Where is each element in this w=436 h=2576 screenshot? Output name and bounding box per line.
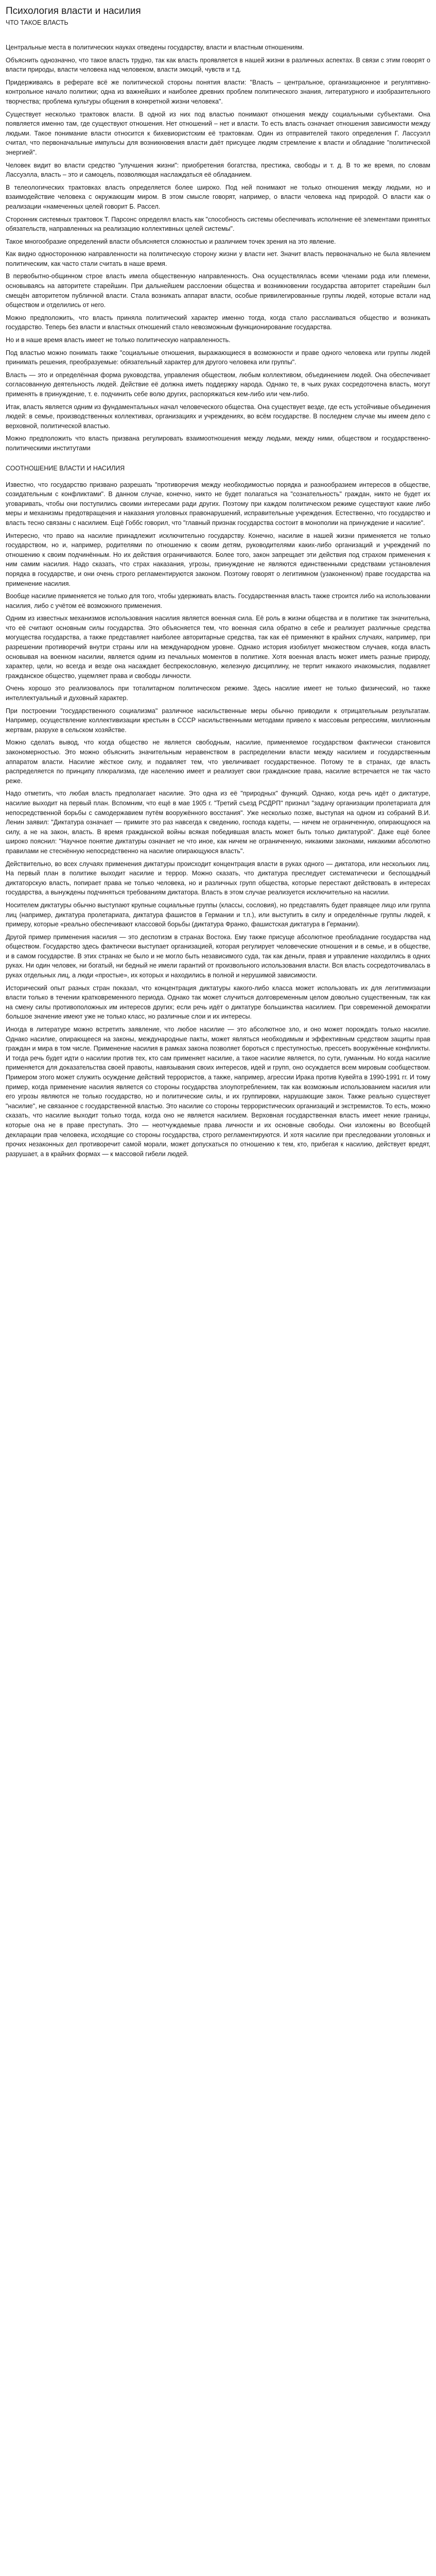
paragraph: Объяснить однозначно, что такое власть трудно, так как власть проявляется в нашей жизни в различных аспектах. В связи с этим говорят о власти природы, власти человека над человеком, власти эмоций, чувств и т.д. xyxy=(6,56,430,74)
document-page xyxy=(0,0,436,1168)
paragraph: Власть — это и определённая форма руководства, управления обществом, любым коллективом, объединением людей. Она обеспечивает согласованную деятельность людей. Действие её должна иметь поддержку народа. Однако те, в чьих руках сосредоточена власть, могут применять в принуждение, т. е. подчинить себе волю других, распоряжаться кем-либо или чем-либо. xyxy=(6,371,430,398)
paragraph: Можно предположить что власть призвана регулировать взаимоотношения между людьми, между ними, обществом и государственно-политическими институтами xyxy=(6,435,430,452)
section-what-is-power xyxy=(6,43,430,453)
section-power-and-violence xyxy=(6,480,430,1159)
paragraph: Вообще насилие применяется не только для того, чтобы удерживать власть. Государственная власть также строится либо на использовании насилия, либо с учётом её возможного применения. xyxy=(6,592,430,609)
paragraph: Но и в наше время власть имеет не только политическую направленность. xyxy=(6,336,231,344)
paragraph: Можно предположить, что власть приняла политический характер именно тогда, когда стало расслаиваться общество и возникать государство. Теперь без власти и властных отношений стало невозможным функционирование государства. xyxy=(6,314,430,331)
section-heading-power-and-violence: СООТНОШЕНИЕ ВЛАСТИ И НАСИЛИЯ xyxy=(6,464,125,472)
paragraph: Можно сделать вывод, что когда общество не является свободным, насилие, применяемое государством фактически становится закономерностью. Это можно объяснить значительным неравенством в распределении власти между насилием и государственным аппаратом власти. Насилие жёсткое силу, и подавляет тем, что увеличивает государственное. Потому те в странах, где власть распределяется по принципу плюрализма, где населению имеет и реализует свои гражданские права, насилие встречается не так часто реже. xyxy=(6,739,430,785)
paragraph: Известно, что государство призвано разрешать "противоречия между необходимостью порядка и разнообразием интересов в обществе, созидательным с конфликтами". В данном случае, конечно, никто не будет полагаться на "сознательность" граждан, никто не будет их уговаривать, чтобы они поступились своими интересами ради других. Поэтому при каждом политическом режиме существуют какие либо меры и механизмы предотвращения и наказания уголовных правонарушений, исправительные учреждения. Естественно, что государство и власть тесно связаны с насилием. Ещё Гоббс говорил, что "главный признак государства состоит в монополии на принуждение и насилие". xyxy=(6,481,430,527)
paragraph: Человек видит во власти средство "улучшения жизни": приобретения богатства, престижа, свободы и т. д. В то же время, по словам Лассуэлла, власть – это и самоцель, позволяющая наслаждаться её обладанием. xyxy=(6,161,430,179)
paragraph: Исторический опыт разных стран показал, что концентрация диктатуры какого-либо класса может использовать их для легитимизации власти только в течении кратковременного периода. Однако так может случиться долговременным целом довольно существенным, так как на смену силы противоположных им интересов других; если речь идёт о диктатуре большинства насилием. При современной демократии большое значение имеют уже не только класс, но различные слои и их интересы. xyxy=(6,984,430,1021)
paragraph: Как видно одностороннюю направленности на политическую сторону жизни у власти нет. Значит власть первоначально не была явлением политическим, как часто стали считать в наше время. xyxy=(6,250,430,267)
paragraph: Надо отметить, что любая власть предполагает насилие. Это одна из её "природных" функций. Однако, когда речь идёт о диктатуре, насилие выходит на первый план. Вспомним, что ещё в мае 1905 г. "Третий съезд РСДРП" признал "задачу организации пролетариата для непосредственной борьбы с самодержавием путём вооружённого восстания". Уже несколько позже, выступая на одном из собраний В.И. Ленин заявил: "Диктатура означает — примите это раз навсегда к сведению, господа кадеты, — ничем не ограниченную, опирающуюся на силу, а не на закон, власть. В время гражданской войны всякая победившая власть может быть только диктатурой". Даже ещё более широко пояснил: "Научное понятие диктатуры означает не что иное, как ничем не ограниченную, никакими законами, никакими абсолютно правилами не стеснённую непосредственно на насилие опирающуюся власть". xyxy=(6,790,430,855)
paragraph: Действительно, во всех случаях применения диктатуры происходит концентрация власти в руках одного — диктатора, или нескольких лиц. На первый план в политике выходит насилие и террор. Можно сказать, что диктатура преследует систематически и беспощадный диктаторскую власть, попирает права не только человека, но и различных групп общества, которые перестают действовать в интересах государства, а вынуждены подчиняться требованиям диктатора. Власть в этом случае реализуется исключительно на насилии. xyxy=(6,860,430,896)
paragraph: В телеологических трактовках власть определяется более широко. Под ней понимают не только отношения между людьми, но и взаимодействие человека с окружающим миром. В этом смысле говорят, например, о власти человека над природой. О власти как о реализации «намеченных целей говорит Б. Рассел. xyxy=(6,183,430,210)
paragraph: Другой пример применения насилия — это деспотизм в странах Востока. Ему также присуще абсолютное преобладание государства над обществом. Государство здесь фактически выступает организацией, которая регулирует человеческие отношения и в семье, и в обществе, и в самом государстве. В этих странах не было и не могло быть независимого суда, так как деньги, правя и управление находились в одних руках. Ни один человек, ни богатый, ни бедный не имели гарантий от произвольного использования власти. Вся власть сосредоточивалась в руках отдельных лиц, а люди «простые», их которых и находились в полной и нерушимой зависимости. xyxy=(6,933,430,979)
paragraph: Итак, власть является одним из фундаментальных начал человеческого общества. Она существует везде, где есть устойчивые объединения людей: в семье, производственных коллективах, организациях и учреждениях, во всём государстве. В последнем случае мы имеем дело с верховной, политической властью. xyxy=(6,403,430,430)
paragraph: Существует несколько трактовок власти. В одной из них под властью понимают отношения между социальными субъектами. Она появляется именно там, где существуют отношения. Нет отношений – нет и власти. То есть власть означает отношения зависимости между людьми. Такое понимание власти относится к бихевиористским её трактовкам. Один из отправителей такого определения Г. Лассуэлл считал, что первоначальные импульсы для возникновения власти даёт присущее людям стремление к власти и обладание "политической энергией". xyxy=(6,110,430,156)
paragraph: Под властью можно понимать также "социальные отношения, выражающиеся в возможности и праве одного человека или группы людей принимать решения, преобразуемые: обязательный характер для другого человека или группы". xyxy=(6,349,430,366)
paragraph: Сторонник системных трактовок Т. Парсонс определял власть как "способность системы обеспечивать исполнение её элементами принятых обязательств, направленных на реализацию коллективных целей системы". xyxy=(6,215,430,233)
paragraph: Такое многообразие определений власти объясняется сложностью и различием точек зрения на это явление. xyxy=(6,238,336,245)
paragraph: Очень хорошо это реализовалось при тоталитарном политическом режиме. Здесь насилие имеет не только физический, но также интеллектуальный и духовный характер. xyxy=(6,685,430,702)
paragraph: Придерживаясь в реферате всё же политической стороны понятия власти: "Власть – центральное, организационное и регулятивно-контрольное начало политики; одна из важнейших и наиболее древних проблем политического знания, литературного и изобразительного творчества; проблема культуры общения в конкретной жизни человека". xyxy=(6,78,430,105)
paragraph: Интересно, что право на насилие принадлежит исключительно государству. Конечно, насилие в нашей жизни применяется не только государством, но и, например, родителями по отношению к своим детям, руководителями каких-либо организаций и учреждений по отношению к своим подчинённым. Но их действия ограничиваются. Более того, закон запрещает эти действия под страхом применения к ним самим насилия. Надо сказать, что страх наказания, угрозы, принуждение не являются единственными средствами установления порядка в государстве, и они очень строго регламентируются законом. Поэтому говорят о легитимном (узаконенном) праве государства на применение насилия. xyxy=(6,532,430,587)
paragraph: В первобытно-общинном строе власть имела общественную направленность. Она осуществлялась всеми членами рода или племени, основываясь на авторитете старейшин. При дальнейшем расслоении общества и возникновении государства авторитет старейшин был смещён авторитетом публичной власти. Стала возникать аппарат власти, особые привилегированные группы людей, которые встали над обществом и отделились от него. xyxy=(6,273,430,309)
paragraph: При построении "государственного социализма" различное насильственные меры обычно приводили к отрицательным результатам. Например, осуществление коллективизации крестьян в СССР насильственными методами привело к массовым репрессиям, миллионным жертвам, разрухе в сельском хозяйстве. xyxy=(6,707,430,734)
page-title: Психология власти и насилия xyxy=(6,6,141,16)
paragraph: Носителем диктатуры обычно выступают крупные социальные группы (классы, сословия), но представлять будет правящее лицо или группа лиц (например, диктатура пролетариата, диктатура фашистов в Германии и т.п.), или выступить в силу и определённые группы людей, к примеру, которые «реально обеспечивают классовой борьбы (диктатура Франко, фашистская диктатура в Германии). xyxy=(6,901,430,928)
paragraph: Центральные места в политических науках отведены государству, власти и властным отношениям. xyxy=(6,44,304,51)
paragraph: Одним из известных механизмов использования насилия является военная сила. Её роль в жизни общества и в политике так значительна, что её считают основным силы государства. Это объясняется тем, что военная сила обратно в себе и реализует различные средства могущества государства, а также представляет наиболее авторитарные средства, так как её применяют в крайних случаях, например, при разрешении противоречий внутри страны или на международном уровне. Однако история изобилует множеством случаев, когда власть основывая на военном насилии, является одним из печальных моментов в политике. Хотя военная власть может иметь разные природу, характер, цели, но всегда и везде она насаждает беспрекословную, железную дисциплину, не терпит никакого инакомыслия, подавляет гражданское общество, ущемляет права и свободы личности. xyxy=(6,615,430,680)
paragraph: Иногда в литературе можно встретить заявление, что любое насилие — это абсолютное зло, и оно может порождать только насилие. Однако насилие, опирающееся на законы, международные пакты, может являться необходимым и эффективным средством защиты прав граждан и мира в том числе. Применение насилия в рамках закона позволяет бороться с преступностью, прессеть вооружённые конфликты. И тогда речь будет идти о насилии против тех, кто сам применяет насилие, а такое насилие является, по сути, гуманным. Но когда насилие применяется для доказательства своей правоты, навязывания своих интересов, идей и групп, оно осуждается всем мировым сообществом. Примером этого может служить осуждение действий террористов, а также, например, агрессии Ирака против Кувейта в 1990-1991 гг. И тому пример, когда применение насилия является со стороны государства злоупотреблением, так как возможным использованием насилия или его угрозы являются не только государство, но и политические силы, и их группировки, нарушающие закон. Также реально существует "насилие", не связанное с государственной властью. Это насилие со стороны террористических организаций и экстремистов. То есть, можно сказать, что насилие выходит только тогда, когда оно не является насилием. Верховная государственная власть имеет некие границы, которые она не в праве преступать. Это — неотчуждаемые права личности и их основные свободы. Они изложены во Всеобщей декларации прав человека, исходящие со стороны государства, строго регламентируются. И хотя насилие при преследовании уголовных и прочих незаконных дел противоречит самой морали, может допускаться по отношению к тем, кто, прибегая к насилию, действует вредят, разрушает, а в крайних формах — к массовой гибели людей. xyxy=(6,1026,430,1158)
section-heading-what-is-power: ЧТО ТАКОЕ ВЛАСТЬ xyxy=(6,19,68,26)
